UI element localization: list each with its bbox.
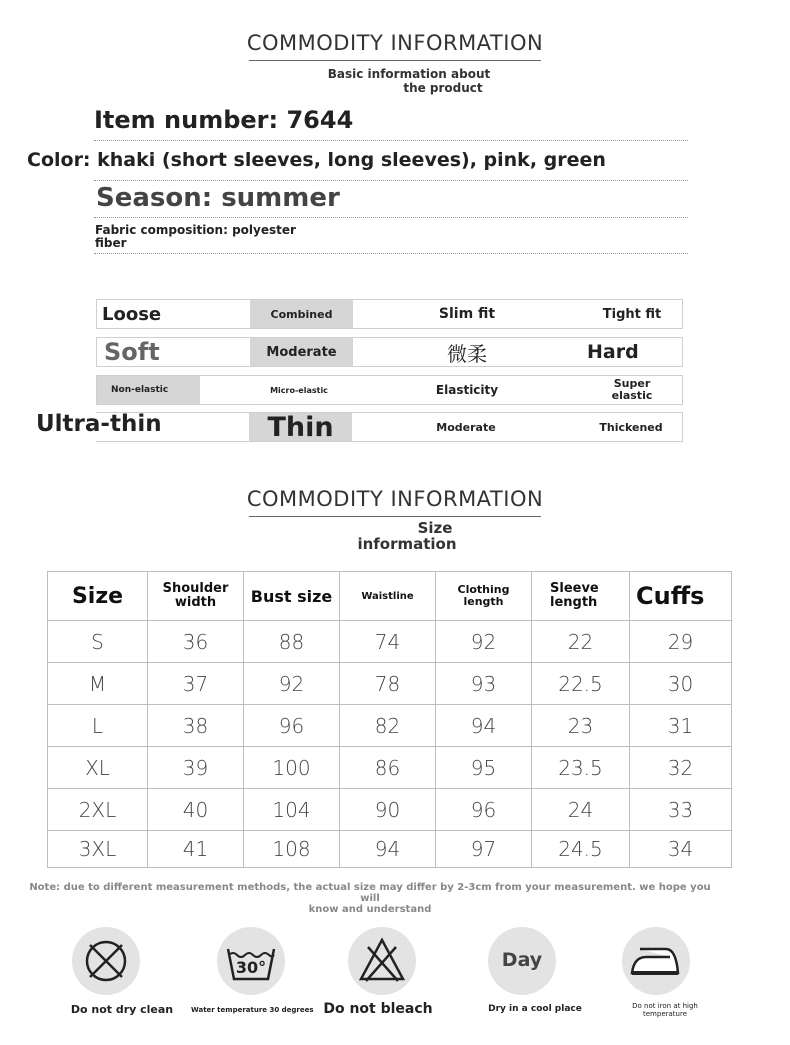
table-row [48,747,732,789]
dry-shade-icon: Day [488,927,556,995]
fit-tight: Tight fit [602,306,662,322]
thickness-scale [96,412,683,442]
thickness-moderate: Moderate [436,420,496,434]
cell-sleeve: 22.5 [532,663,630,705]
elasticity-scale [96,375,683,405]
section-subtitle-size: Size information [357,519,457,553]
cell-waist: 78 [340,663,436,705]
softness-soft: Soft [104,338,160,366]
cell-shoulder: 38 [148,705,244,747]
thickness-thin-selected: Thin [249,413,352,441]
cell-waist: 82 [340,705,436,747]
cell-shoulder: 36 [148,621,244,663]
section-title-size: COMMODITY INFORMATION [246,487,544,511]
cell-size: 3XL [48,831,148,868]
header-bust: Bust size [244,572,340,621]
divider [94,217,688,218]
divider [94,140,688,141]
cell-bust: 104 [244,789,340,831]
cell-length: 93 [436,663,532,705]
fit-loose: Loose [102,303,162,325]
wash-30-label: Water temperature 30 degrees [191,1006,314,1014]
table-row [48,705,732,747]
cell-sleeve: 24 [532,789,630,831]
table-row [48,831,732,868]
cell-cuffs: 34 [630,831,732,868]
color-info: Color: khaki (short sleeves, long sleeves), pink, green [27,149,606,171]
cell-length: 92 [436,621,532,663]
cell-bust: 88 [244,621,340,663]
header-waist: Waistline [340,572,436,621]
header-shoulder: Shoulder width [148,572,244,621]
cell-length: 95 [436,747,532,789]
softness-slightly-soft: 微柔 [447,341,487,366]
cell-sleeve: 22 [532,621,630,663]
title-underline [249,60,541,61]
cell-length: 97 [436,831,532,868]
table-row [48,621,732,663]
cell-bust: 108 [244,831,340,868]
cell-size: S [48,621,148,663]
cell-cuffs: 33 [630,789,732,831]
cell-size: L [48,705,148,747]
thickness-thickened: Thickened [599,420,663,434]
table-header-row [48,572,732,621]
cell-shoulder: 39 [148,747,244,789]
cell-waist: 90 [340,789,436,831]
cell-length: 96 [436,789,532,831]
cell-bust: 96 [244,705,340,747]
cell-size: 2XL [48,789,148,831]
no-bleach-icon [348,927,416,995]
cell-shoulder: 40 [148,789,244,831]
cell-bust: 92 [244,663,340,705]
cell-size: XL [48,747,148,789]
cell-shoulder: 41 [148,831,244,868]
header-clothing-length: Clothing length [436,572,532,621]
cell-sleeve: 23.5 [532,747,630,789]
no-high-iron-icon [622,927,690,995]
title-underline [249,516,541,517]
cell-cuffs: 29 [630,621,732,663]
table-row [48,789,732,831]
header-cuffs: Cuffs [630,572,732,621]
cell-bust: 100 [244,747,340,789]
no-dry-clean-label: Do not dry clean [70,1003,174,1016]
cell-cuffs: 31 [630,705,732,747]
no-high-iron-label: Do not iron at high temperature [632,1002,698,1018]
elasticity-micro: Micro-elastic [270,385,328,395]
cell-sleeve: 24.5 [532,831,630,868]
thickness-ultra-thin: Ultra-thin [36,411,162,437]
fit-combined-selected: Combined [250,300,353,328]
cell-waist: 94 [340,831,436,868]
no-dry-clean-icon [72,927,140,995]
softness-hard: Hard [587,341,639,363]
cell-cuffs: 30 [630,663,732,705]
measurement-note: Note: due to different measurement methods, the actual size may differ by 2-3cm from your measurement. we hope you will know and understand [29,882,711,915]
cell-shoulder: 37 [148,663,244,705]
table-row [48,663,732,705]
svg-text:30°: 30° [235,958,267,977]
cell-size: M [48,663,148,705]
divider [94,180,688,181]
wash-30-icon [217,927,285,995]
elasticity-normal: Elasticity [435,383,499,397]
fit-scale [96,299,683,329]
cell-sleeve: 23 [532,705,630,747]
size-table [47,571,732,868]
elasticity-super: Super elastic [611,377,653,402]
dry-shade-label: Dry in a cool place [488,1004,582,1014]
item-number: Item number: 7644 [94,106,354,134]
section-title-basic: COMMODITY INFORMATION [246,31,544,55]
cell-waist: 86 [340,747,436,789]
season-info: Season: summer [96,183,340,213]
header-sleeve-length: Sleeve length [532,572,630,621]
fabric-info: Fabric composition: polyester fiber [95,223,296,250]
softness-moderate-selected: Moderate [250,338,353,366]
elasticity-non-elastic-selected: Non-elastic [97,376,200,404]
fit-slim: Slim fit [438,306,496,322]
divider [94,253,688,254]
header-size: Size [48,572,148,621]
softness-scale [96,337,683,367]
no-bleach-label: Do not bleach [323,1001,433,1017]
cell-waist: 74 [340,621,436,663]
cell-length: 94 [436,705,532,747]
section-subtitle-basic: Basic information about the product [327,67,491,95]
cell-cuffs: 32 [630,747,732,789]
